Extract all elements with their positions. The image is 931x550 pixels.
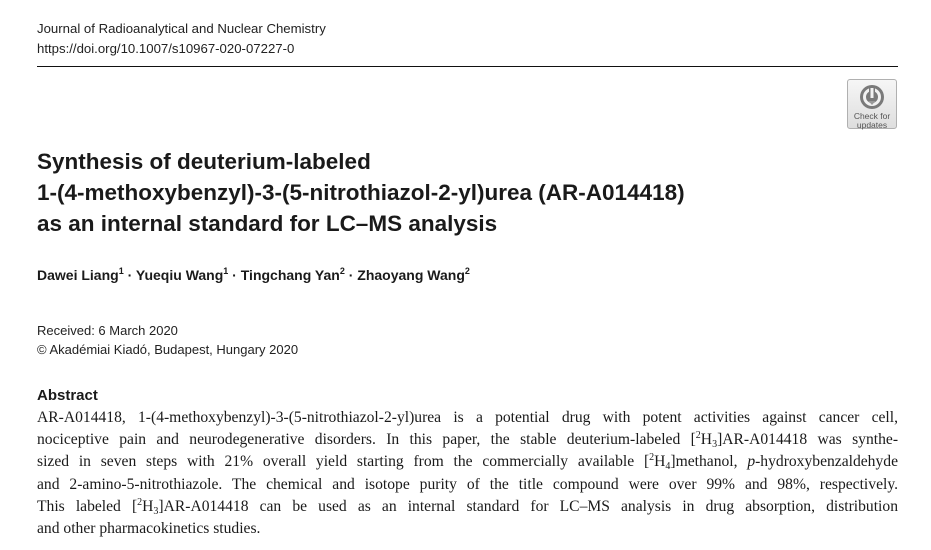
author-name[interactable]: Dawei Liang [37, 267, 119, 283]
author-separator: · [123, 267, 136, 283]
check-for-updates-icon [858, 83, 886, 111]
badge-label: Check for updates [853, 111, 891, 130]
header-rule [37, 66, 898, 67]
abstract-line: and 2-amino-5-nitrothiazole. The chemical and isotope purity of the title compound were over 99% and 98%, respectively. [37, 475, 898, 493]
author-separator: · [344, 267, 358, 283]
title-line-3: as an internal standard for LC–MS analysis [37, 211, 498, 236]
received-date: Received: 6 March 2020 [37, 323, 178, 338]
author-affiliation: 2 [339, 266, 345, 276]
author-affiliation: 2 [464, 266, 470, 276]
abstract-line: sized in seven steps with 21% overall yield starting from the commercially available $[^2H_4]methanol$, p-hydroxybenzaldehyde [37, 452, 898, 473]
author-name[interactable]: Tingchang Yan [240, 267, 340, 283]
abstract-line: AR-A014418, 1-(4-methoxybenzyl)-3-(5-nitrothiazol-2-yl)urea is a potential drug with potent activities against cancer cell, [37, 409, 898, 426]
journal-header [37, 19, 326, 59]
abstract-line: nociceptive pain and neurodegenerative disorders. In this paper, the stable deuterium-labeled $[^2H_3]AR-A014418$ was synthe- [37, 430, 899, 451]
paper-title [37, 146, 837, 239]
copyright-line: © Akadémiai Kiadó, Budapest, Hungary 2020 [37, 342, 299, 357]
abstract-line: This labeled $[^2H_3]AR-A014418$ can be used as an internal standard for LC–MS analysis in drug absorption, distribution [37, 496, 898, 517]
publication-info [37, 321, 298, 359]
author-affiliation: 1 [223, 266, 229, 276]
abstract-body [37, 407, 898, 540]
author-list [37, 267, 470, 283]
journal-name: Journal of Radioanalytical and Nuclear Chemistry [37, 21, 326, 36]
author-affiliation: 1 [118, 266, 124, 276]
doi-link[interactable]: https://doi.org/10.1007/s10967-020-07227-0 [37, 41, 295, 56]
abstract-line: and other pharmacokinetics studies. [37, 520, 261, 538]
author-separator: · [228, 267, 241, 283]
abstract-heading: Abstract [37, 387, 98, 404]
check-for-updates-badge[interactable] [847, 79, 897, 129]
author-name[interactable]: Yueqiu Wang [135, 267, 224, 283]
title-line-2: 1-(4-methoxybenzyl)-3-(5-nitrothiazol-2-yl)urea (AR-A014418) [37, 180, 685, 205]
title-line-1: Synthesis of deuterium-labeled [37, 149, 371, 174]
author-name[interactable]: Zhaoyang Wang [357, 267, 465, 283]
